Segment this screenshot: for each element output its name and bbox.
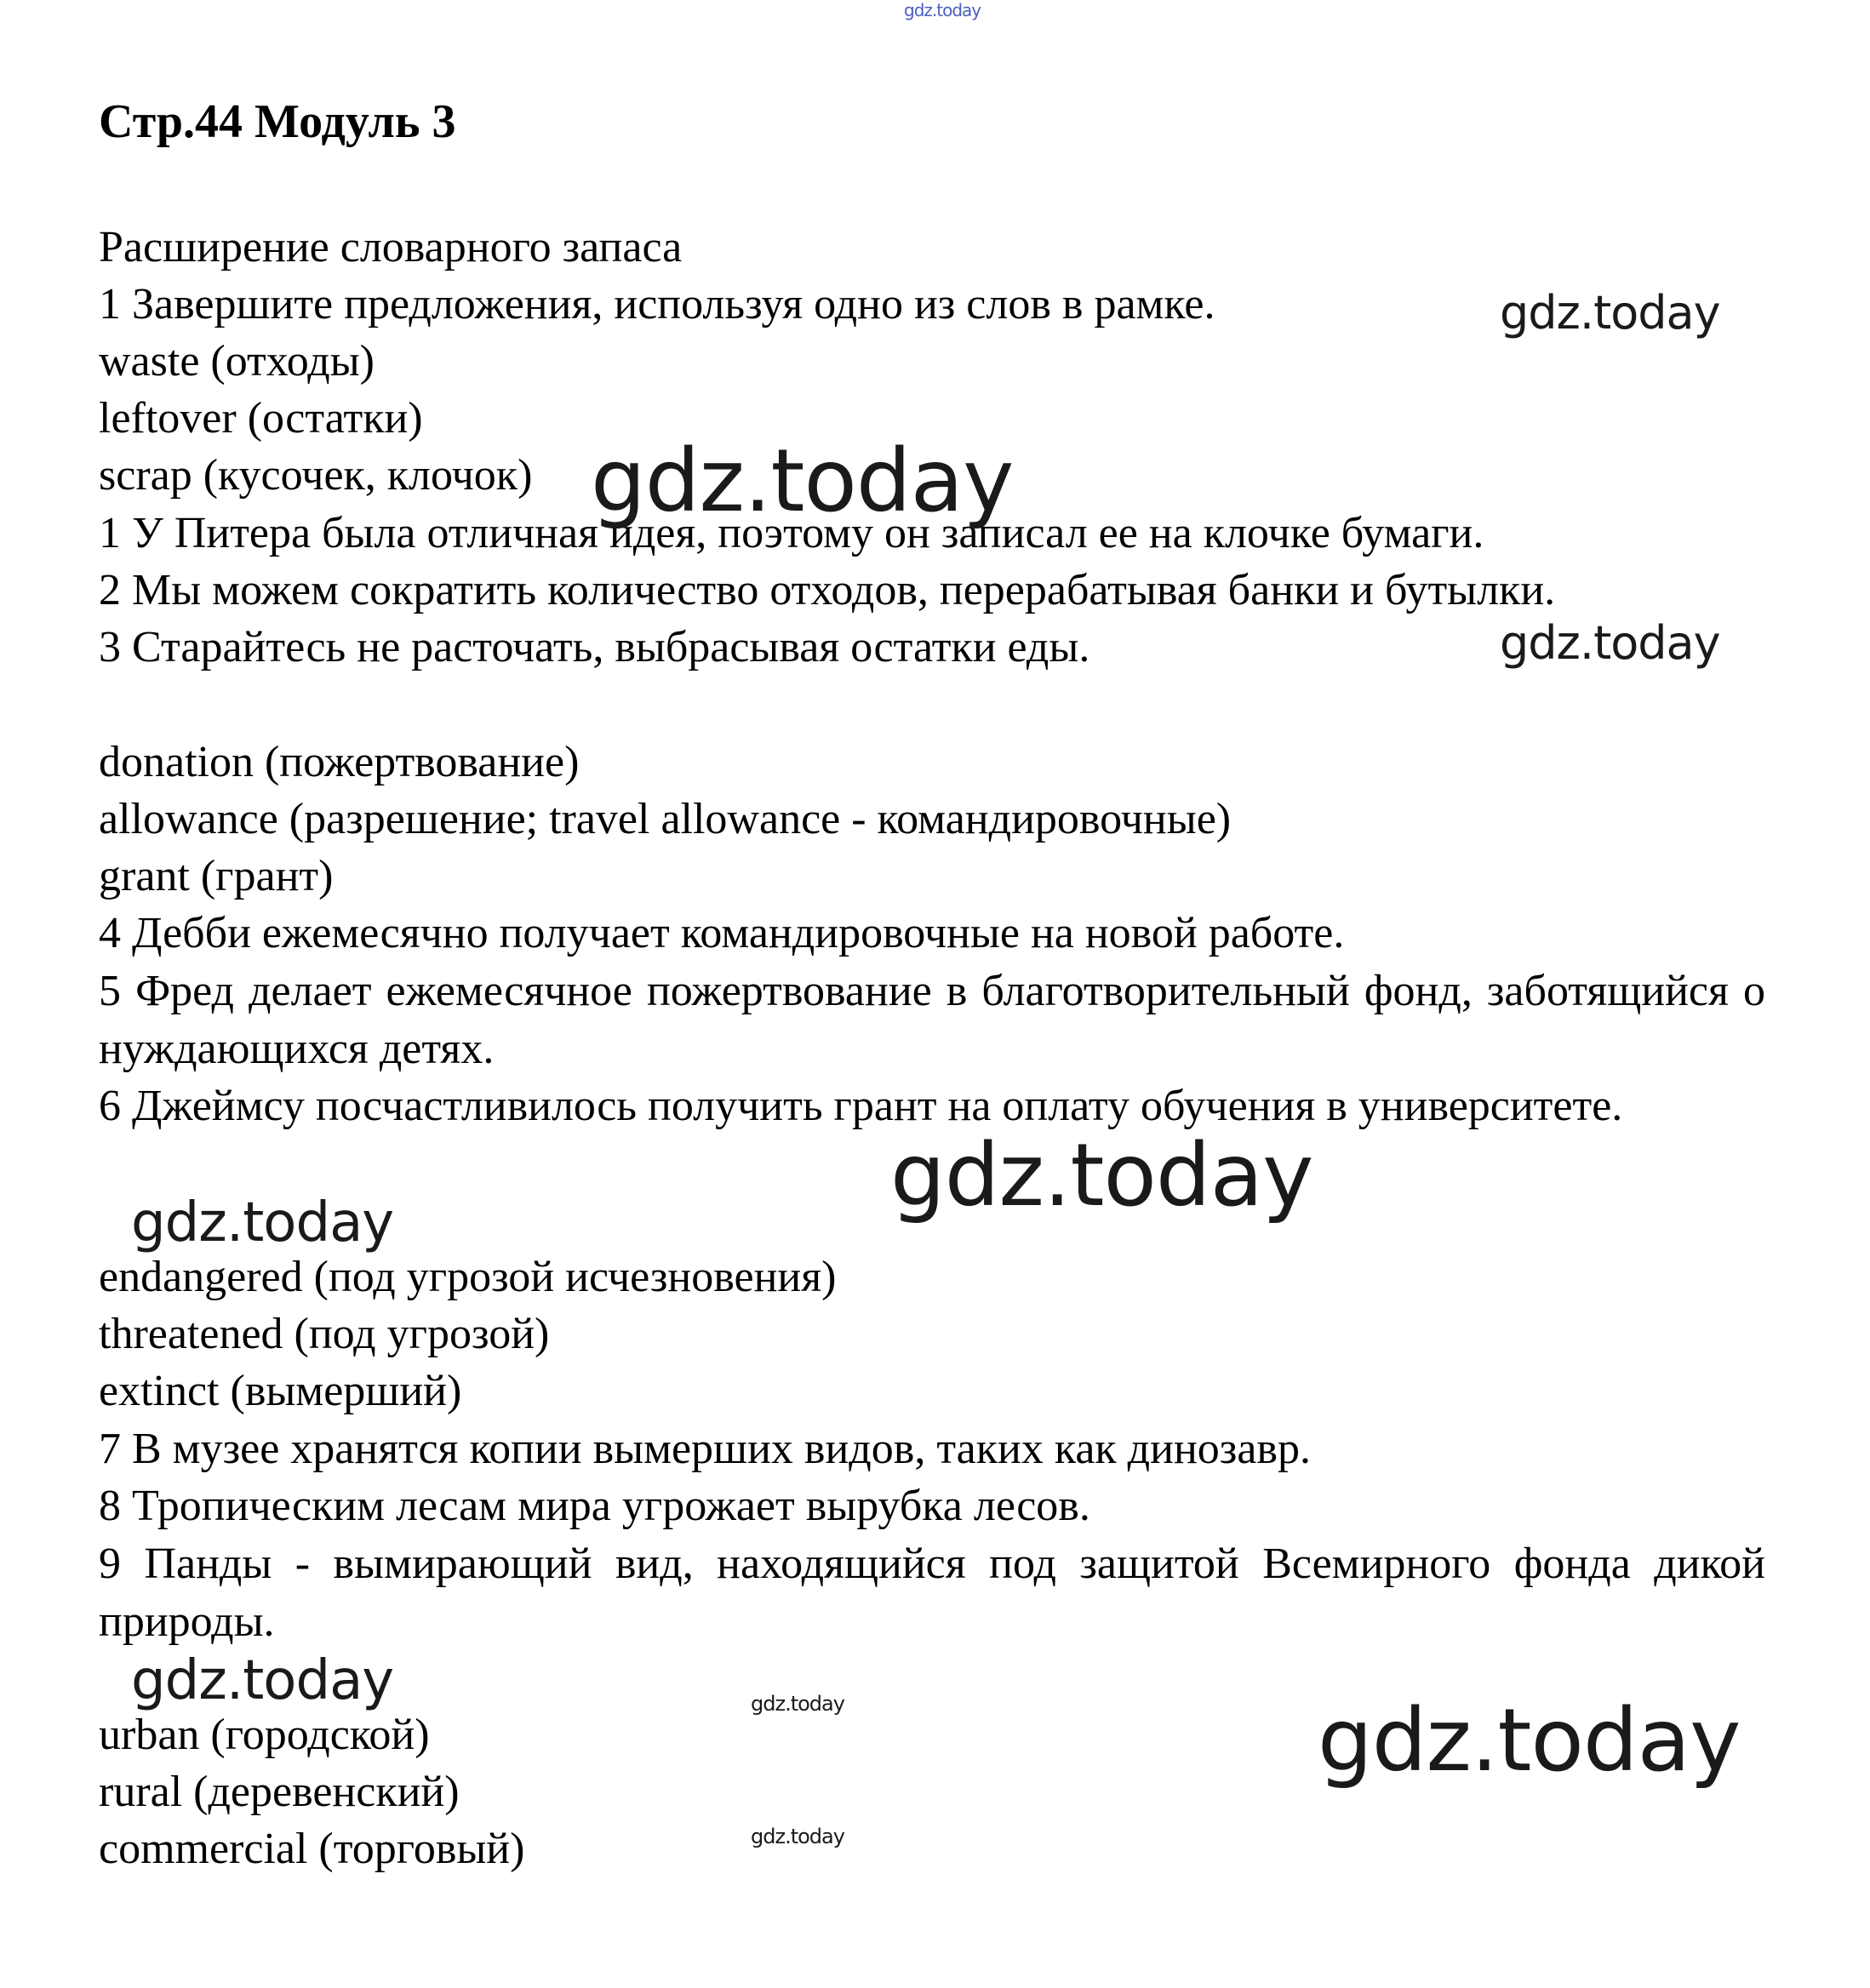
word-item: waste (отходы): [99, 337, 375, 386]
sentence-item: 1 У Питера была отличная идея, поэтому он записал ее на клочке бумаги.: [99, 509, 1484, 557]
sentence-item: 8 Тропическим лесам мира угрожает вырубка лесов.: [99, 1482, 1090, 1530]
watermark: gdz.today: [1318, 1690, 1741, 1791]
word-item: grant (грант): [99, 852, 334, 900]
sentence-item: 9 Панды - вымирающий вид, находящийся под защитой Всемирного фонда дикой природы.: [99, 1540, 1765, 1646]
word-item: urban (городской): [99, 1711, 430, 1759]
task-instruction: 1 Завершите предложения, используя одно из слов в рамке.: [99, 280, 1215, 328]
word-item: scrap (кусочек, клочок): [99, 451, 533, 500]
watermark: gdz.today: [131, 1649, 394, 1712]
sentence-item: 4 Дебби ежемесячно получает командировочные на новой работе.: [99, 909, 1345, 957]
sentence-item: 5 Фред делает ежемесячное пожертвование в благотворительный фонд, заботящийся о нуждающихся детях.: [99, 967, 1765, 1073]
word-item: rural (деревенский): [99, 1768, 460, 1816]
word-item: extinct (вымерший): [99, 1367, 462, 1415]
word-item: threatened (под угрозой): [99, 1310, 550, 1358]
sentence-item: 7 В музее хранятся копии вымерших видов, таких как динозавр.: [99, 1425, 1311, 1473]
word-item: leftover (остатки): [99, 394, 423, 443]
watermark: gdz.today: [591, 431, 1014, 532]
word-item: allowance (разрешение; travel allowance - командировочные): [99, 795, 1232, 843]
word-item: donation (пожертвование): [99, 738, 580, 786]
watermark: gdz.today: [131, 1191, 394, 1254]
watermark: gdz.today: [1500, 616, 1720, 670]
sentence-item: 2 Мы можем сократить количество отходов, перерабатывая банки и бутылки.: [99, 566, 1556, 614]
sentence-item: 3 Старайтесь не расточать, выбрасывая остатки еды.: [99, 623, 1090, 671]
page-title: Стр.44 Модуль 3: [99, 95, 456, 148]
section-heading: Расширение словарного запаса: [99, 223, 683, 271]
watermark: gdz.today: [751, 1692, 844, 1716]
watermark-top: gdz.today: [904, 0, 981, 20]
sentence-item: 6 Джеймсу посчастливилось получить грант на оплату обучения в университете.: [99, 1082, 1623, 1130]
word-item: endangered (под угрозой исчезновения): [99, 1253, 837, 1301]
word-item: commercial (торговый): [99, 1825, 525, 1873]
watermark: gdz.today: [751, 1825, 844, 1848]
watermark: gdz.today: [890, 1125, 1313, 1226]
watermark: gdz.today: [1500, 286, 1720, 340]
